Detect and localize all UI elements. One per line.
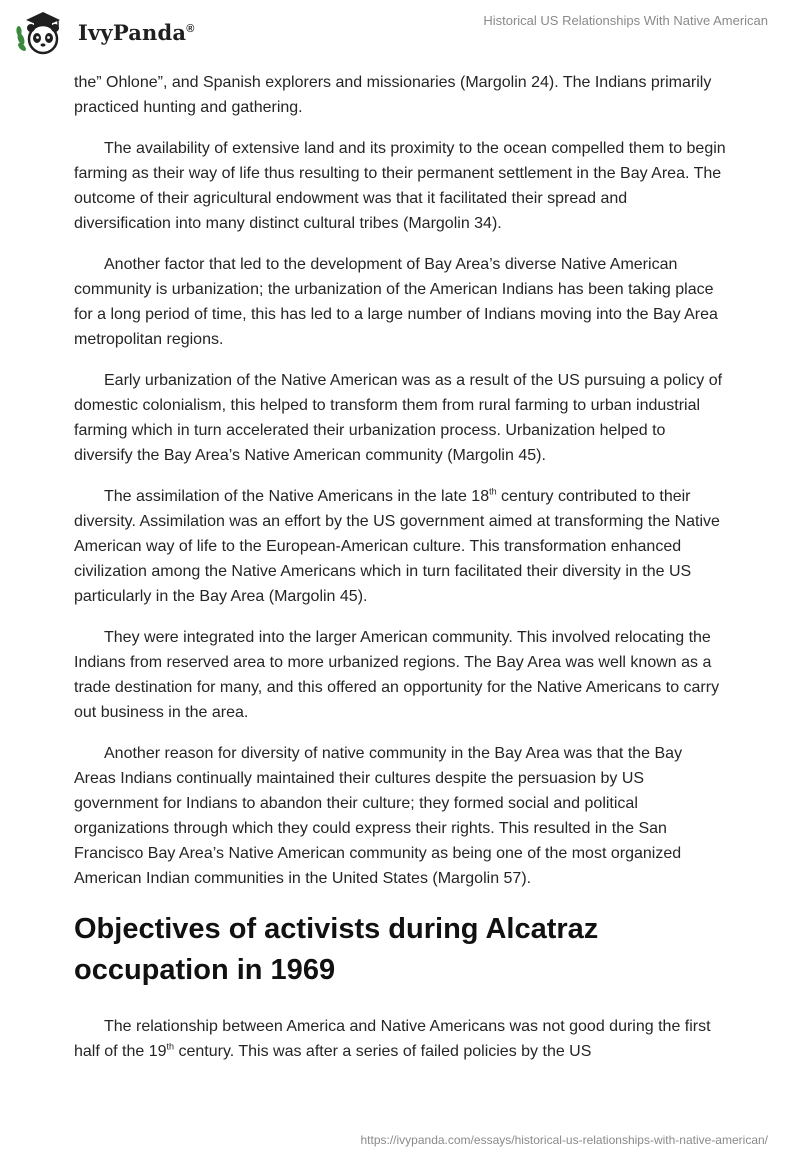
- essay-body: [74, 70, 726, 1080]
- panda-mascot-icon: [14, 9, 72, 55]
- paragraph-text: The assimilation of the Native Americans in the late 18: [104, 488, 490, 505]
- registered-mark: ®: [186, 22, 195, 35]
- paragraph: Another reason for diversity of native community in the Bay Area was that the Bay Areas Indians continually maintained their cultures despite the persuasion by US government for Indians to abandon their culture; they formed social and political organizations through which they could express their rights. This resulted in the San Francisco Bay Area’s Native American community as being one of the most organized American Indian communities in the United States (Margolin 57).: [74, 745, 683, 887]
- paragraph-text: The relationship between America and Native Americans was not good during the first half of the 19: [74, 1018, 711, 1060]
- ordinal-suffix: th: [166, 1041, 175, 1052]
- paragraph: the” Ohlone”, and Spanish explorers and missionaries (Margolin 24). The Indians primarily practiced hunting and gathering.: [74, 74, 712, 116]
- source-url[interactable]: https://ivypanda.com/essays/historical-us-relationships-with-native-american/: [360, 1133, 768, 1147]
- paragraph: [74, 484, 726, 609]
- document-title: Historical US Relationships With Native American: [483, 13, 768, 28]
- paragraph: [74, 1014, 726, 1064]
- paragraph: They were integrated into the larger American community. This involved relocating the Indians from reserved area to more urbanized regions. The Bay Area was well known as a trade destination for many, and this offered an opportunity for the Native Americans to carry out business in the area.: [74, 629, 720, 721]
- paragraph-text: century contributed to their diversity. Assimilation was an effort by the US government aimed at transforming the Native American way of life to the European-American culture. This transformation enhanced civilization among the Native Americans which in turn facilitated their diversity in the US particularly in the Bay Area (Margolin 45).: [74, 488, 720, 605]
- section-heading: Objectives of activists during Alcatraz occupation in 1969: [74, 913, 599, 986]
- paragraph-text: century. This was after a series of failed policies by the US: [174, 1043, 592, 1060]
- paragraph: Early urbanization of the Native American was as a result of the US pursuing a policy of domestic colonialism, this helped to transform them from rural farming to urban industrial farming which in turn accelerated their urbanization process. Urbanization helped to diversify the Bay Area’s Native American community (Margolin 45).: [74, 372, 723, 464]
- ivypanda-logo[interactable]: [14, 9, 195, 55]
- paragraph: Another factor that led to the development of Bay Area’s diverse Native American community is urbanization; the urbanization of the American Indians has been taking place for a long period of time, this has led to a large number of Indians moving into the Bay Area metropolitan regions.: [74, 256, 718, 348]
- paragraph: The availability of extensive land and its proximity to the ocean compelled them to begin farming as their way of life thus resulting to their permanent settlement in the Bay Area. The outcome of their agricultural endowment was that it facilitated their spread and diversification into many distinct cultural tribes (Margolin 34).: [74, 140, 726, 232]
- ordinal-suffix: th: [489, 486, 497, 497]
- brand-name: IvyPanda®: [78, 19, 195, 45]
- page-header: [0, 0, 800, 70]
